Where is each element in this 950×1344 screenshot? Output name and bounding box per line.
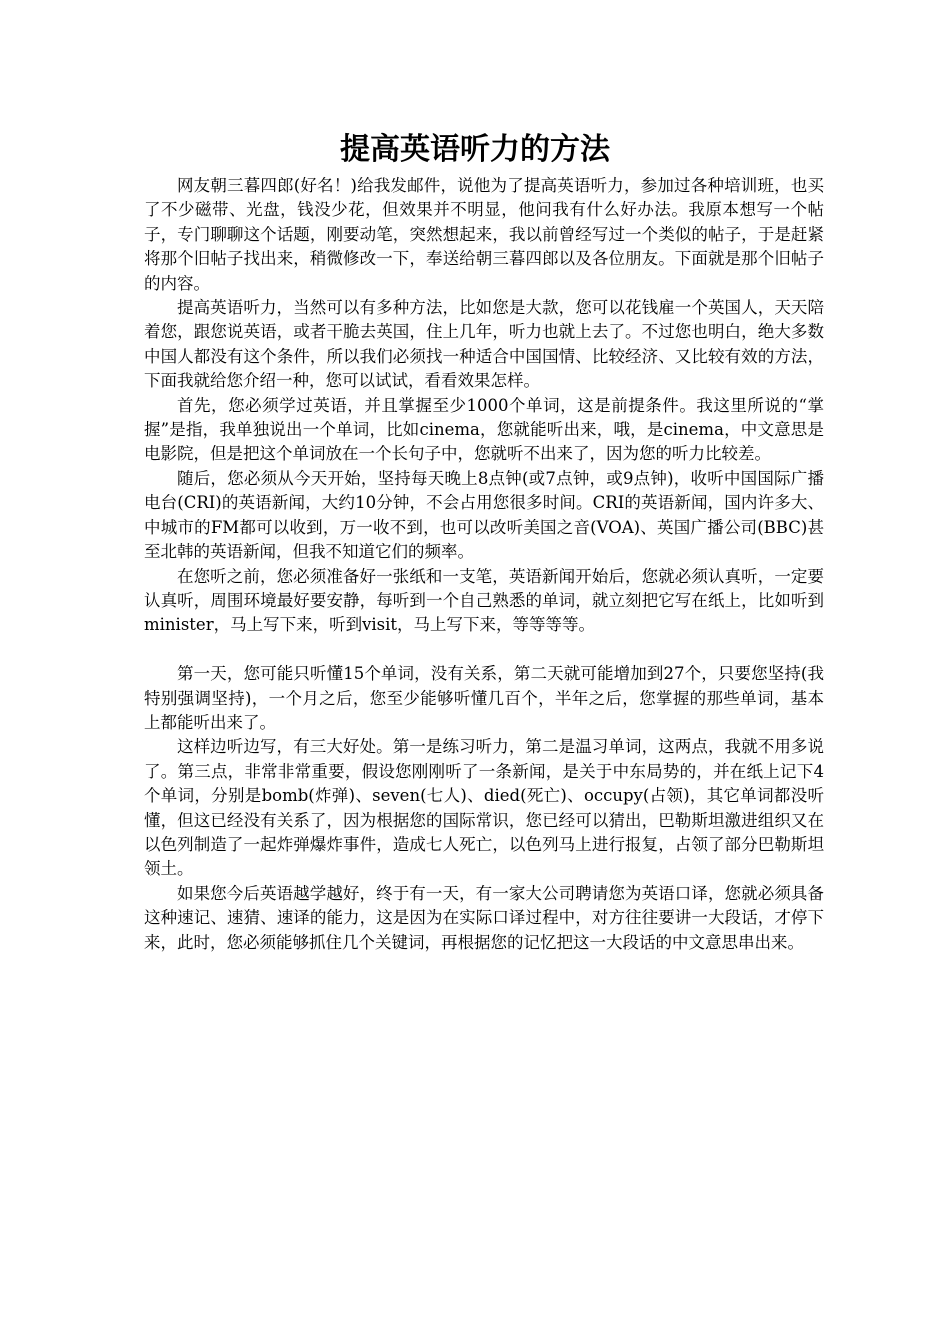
paragraph: 网友朝三暮四郎(好名！)给我发邮件，说他为了提高英语听力，参加过各种培训班，也买了不少磁带、光盘，钱没少花，但效果并不明显，他问我有什么好办法。我原本想写一个帖子，专门聊聊这个话题，刚要动笔，突然想起来，我以前曾经写过一个类似的帖子，于是赶紧将那个旧帖子找出来，稍微修改一下，奉送给朝三暮四郎以及各位朋友。下面就是那个旧帖子的内容。 [144, 176, 824, 293]
paragraph: 在您听之前，您必须准备好一张纸和一支笔，英语新闻开始后，您就必须认真听，一定要认真听，周围环境最好要安静，每听到一个自己熟悉的单词，就立刻把它写在纸上，比如听到minister，马上写下来，听到visit，马上写下来，等等等等。 [144, 566, 824, 635]
paragraph: 随后，您必须从今天开始，坚持每天晚上8点钟(或7点钟，或9点钟)，收听中国国际广播电台(CRI)的英语新闻，大约10分钟，不会占用您很多时间。CRI的英语新闻，国内许多大、中城市的FM都可以收到，万一收不到，也可以改听美国之音(VOA)、英国广播公司(BBC)甚至北韩的英语新闻，但我不知道它们的频率。 [144, 468, 824, 562]
document-title: 提高英语听力的方法 [340, 132, 610, 167]
paragraph: 这样边听边写，有三大好处。第一是练习听力，第二是温习单词，这两点，我就不用多说了。第三点，非常非常重要，假设您刚刚听了一条新闻，是关于中东局势的，并在纸上记下4个单词，分别是bomb(炸弹)、seven(七人)、died(死亡)、occupy(占领)，其它单词都没听懂，但这已经没有关系了，因为根据您的国际常识，您已经可以猜出，巴勒斯坦激进组织又在以色列制造了一起炸弹爆炸事件，造成七人死亡，以色列马上进行报复，占领了部分巴勒斯坦领土。 [144, 737, 824, 879]
paragraph: 如果您今后英语越学越好，终于有一天，有一家大公司聘请您为英语口译，您就必须具备这种速记、速猜、速译的能力，这是因为在实际口译过程中，对方往往要讲一大段话，才停下来，此时，您必须能够抓住几个关键词，再根据您的记忆把这一大段话的中文意思串出来。 [144, 883, 824, 952]
document-body [144, 174, 824, 955]
paragraph: 提高英语听力，当然可以有多种方法，比如您是大款，您可以花钱雇一个英国人，天天陪着您，跟您说英语，或者干脆去英国，住上几年，听力也就上去了。不过您也明白，绝大多数中国人都没有这个条件，所以我们必须找一种适合中国国情、比较经济、又比较有效的方法，下面我就给您介绍一种，您可以试试，看看效果怎样。 [144, 298, 824, 391]
paragraph: 首先，您必须学过英语，并且掌握至少1000个单词，这是前提条件。我这里所说的“掌握”是指，我单独说出一个单词，比如cinema，您就能听出来，哦，是cinema，中文意思是电影院，但是把这个单词放在一个长句子中，您就听不出来了，因为您的听力比较差。 [144, 395, 824, 464]
paragraph: 第一天，您可能只听懂15个单词，没有关系，第二天就可能增加到27个，只要您坚持(我特别强调坚持)，一个月之后，您至少能够听懂几百个，半年之后，您掌握的那些单词，基本上都能听出来了。 [144, 664, 824, 732]
